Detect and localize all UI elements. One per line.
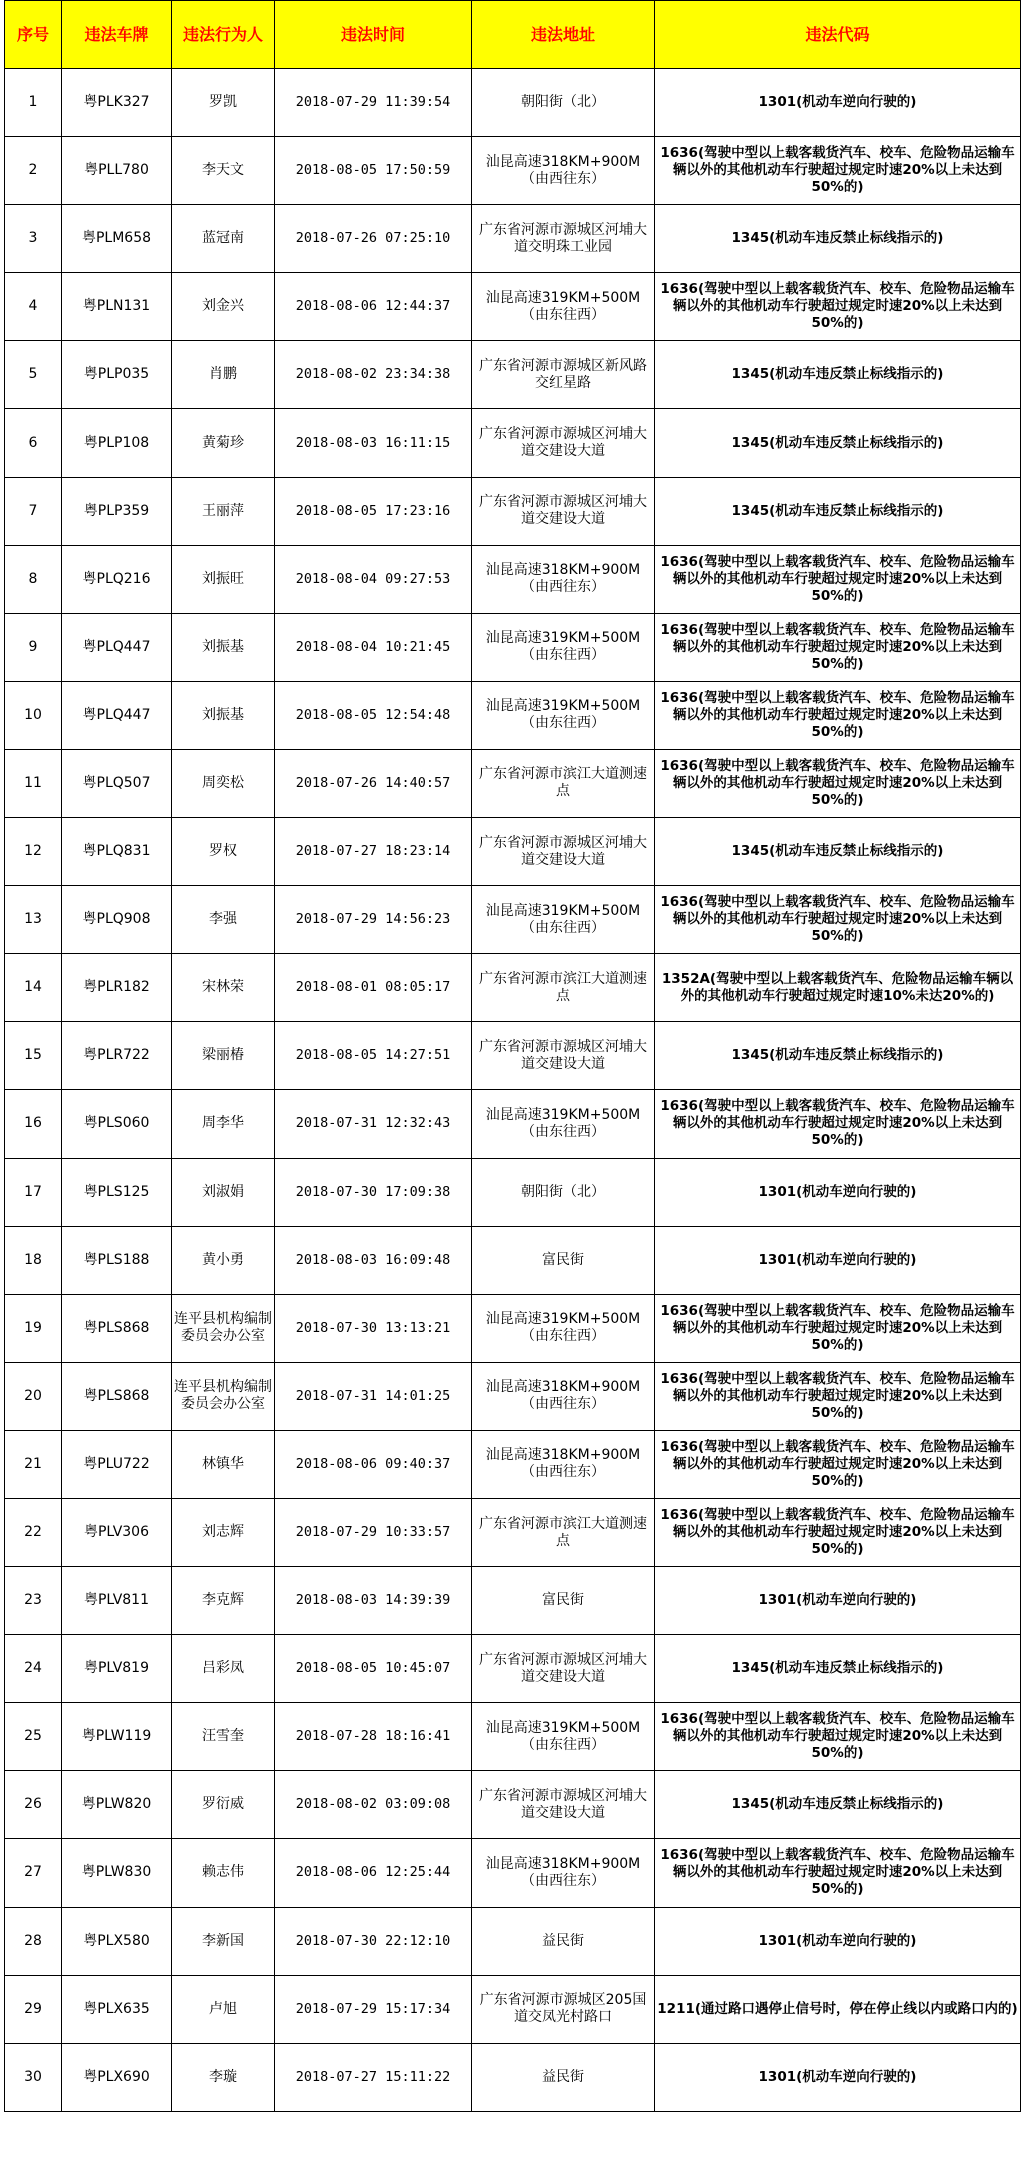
person-cell: 汪雪奎 [172,1703,275,1771]
time-cell: 2018-08-01 08:05:17 [275,954,472,1022]
time-cell: 2018-08-05 17:23:16 [275,477,472,545]
place-cell: 广东省河源市源城区河埔大道交明珠工业园 [472,205,655,273]
person-cell: 吕彩凤 [172,1635,275,1703]
row-number: 8 [5,545,62,613]
place-cell: 广东省河源市源城区河埔大道交建设大道 [472,477,655,545]
code-cell: 1301(机动车逆向行驶的) [655,69,1021,137]
person-cell: 罗权 [172,818,275,886]
place-cell: 广东省河源市源城区河埔大道交建设大道 [472,1635,655,1703]
person-cell: 刘振基 [172,681,275,749]
code-cell: 1345(机动车违反禁止标线指示的) [655,409,1021,477]
person-cell: 黄小勇 [172,1226,275,1294]
place-cell: 广东省河源市源城区河埔大道交建设大道 [472,818,655,886]
time-cell: 2018-08-02 23:34:38 [275,341,472,409]
table-row [5,1158,1021,1226]
header-person: 违法行为人 [172,1,275,69]
person-cell: 刘振基 [172,613,275,681]
code-cell: 1636(驾驶中型以上载客载货汽车、校车、危险物品运输车辆以外的其他机动车行驶超过规定时速20%以上未达到50%的) [655,1430,1021,1498]
person-cell: 宋林荣 [172,954,275,1022]
code-cell: 1636(驾驶中型以上载客载货汽车、校车、危险物品运输车辆以外的其他机动车行驶超过规定时速20%以上未达到50%的) [655,137,1021,205]
plate-cell: 粤PLS125 [62,1158,172,1226]
row-number: 13 [5,886,62,954]
plate-cell: 粤PLP108 [62,409,172,477]
person-cell: 卢旭 [172,1975,275,2043]
place-cell: 益民街 [472,2043,655,2111]
table-row [5,886,1021,954]
row-number: 5 [5,341,62,409]
person-cell: 林镇华 [172,1430,275,1498]
person-cell: 王丽萍 [172,477,275,545]
person-cell: 赖志伟 [172,1839,275,1907]
place-cell: 汕昆高速319KM+500M（由东往西） [472,1294,655,1362]
person-cell: 刘金兴 [172,273,275,341]
time-cell: 2018-07-30 17:09:38 [275,1158,472,1226]
plate-cell: 粤PLP035 [62,341,172,409]
code-cell: 1345(机动车违反禁止标线指示的) [655,477,1021,545]
table-row [5,1635,1021,1703]
code-cell: 1352A(驾驶中型以上载客载货汽车、危险物品运输车辆以外的其他机动车行驶超过规定时速10%未达20%的) [655,954,1021,1022]
header-no: 序号 [5,1,62,69]
table-row [5,1567,1021,1635]
table-row [5,1430,1021,1498]
time-cell: 2018-07-29 15:17:34 [275,1975,472,2043]
table-row [5,1362,1021,1430]
violations-table [4,0,1021,2112]
table-row [5,681,1021,749]
row-number: 3 [5,205,62,273]
plate-cell: 粤PLQ447 [62,613,172,681]
plate-cell: 粤PLM658 [62,205,172,273]
row-number: 4 [5,273,62,341]
row-number: 16 [5,1090,62,1158]
header-code: 违法代码 [655,1,1021,69]
table-row [5,749,1021,817]
time-cell: 2018-08-03 16:09:48 [275,1226,472,1294]
time-cell: 2018-07-31 14:01:25 [275,1362,472,1430]
plate-cell: 粤PLN131 [62,273,172,341]
row-number: 9 [5,613,62,681]
table-row [5,1975,1021,2043]
row-number: 2 [5,137,62,205]
table-row [5,477,1021,545]
time-cell: 2018-07-26 07:25:10 [275,205,472,273]
row-number: 10 [5,681,62,749]
table-row [5,1703,1021,1771]
plate-cell: 粤PLS060 [62,1090,172,1158]
place-cell: 广东省河源市源城区河埔大道交建设大道 [472,409,655,477]
person-cell: 罗凯 [172,69,275,137]
person-cell: 连平县机构编制委员会办公室 [172,1294,275,1362]
person-cell: 刘淑娟 [172,1158,275,1226]
person-cell: 李新国 [172,1907,275,1975]
row-number: 23 [5,1567,62,1635]
code-cell: 1636(驾驶中型以上载客载货汽车、校车、危险物品运输车辆以外的其他机动车行驶超过规定时速20%以上未达到50%的) [655,749,1021,817]
table-row [5,1294,1021,1362]
plate-cell: 粤PLR182 [62,954,172,1022]
table-row [5,137,1021,205]
table-row [5,409,1021,477]
row-number: 27 [5,1839,62,1907]
code-cell: 1301(机动车逆向行驶的) [655,1567,1021,1635]
row-number: 15 [5,1022,62,1090]
table-row [5,1022,1021,1090]
place-cell: 汕昆高速319KM+500M（由东往西） [472,1090,655,1158]
place-cell: 汕昆高速318KM+900M（由西往东） [472,1362,655,1430]
code-cell: 1301(机动车逆向行驶的) [655,1226,1021,1294]
place-cell: 广东省河源市滨江大道测速点 [472,749,655,817]
code-cell: 1345(机动车违反禁止标线指示的) [655,205,1021,273]
header-row [5,1,1021,69]
time-cell: 2018-07-31 12:32:43 [275,1090,472,1158]
person-cell: 肖鹏 [172,341,275,409]
table-row [5,205,1021,273]
place-cell: 汕昆高速319KM+500M（由东往西） [472,681,655,749]
plate-cell: 粤PLW820 [62,1771,172,1839]
time-cell: 2018-08-05 17:50:59 [275,137,472,205]
person-cell: 李克辉 [172,1567,275,1635]
row-number: 21 [5,1430,62,1498]
table-row [5,954,1021,1022]
place-cell: 益民街 [472,1907,655,1975]
plate-cell: 粤PLR722 [62,1022,172,1090]
header-time: 违法时间 [275,1,472,69]
person-cell: 李天文 [172,137,275,205]
row-number: 29 [5,1975,62,2043]
code-cell: 1345(机动车违反禁止标线指示的) [655,1022,1021,1090]
time-cell: 2018-08-06 12:44:37 [275,273,472,341]
place-cell: 广东省河源市滨江大道测速点 [472,954,655,1022]
place-cell: 汕昆高速319KM+500M（由东往西） [472,1703,655,1771]
code-cell: 1345(机动车违反禁止标线指示的) [655,1635,1021,1703]
time-cell: 2018-08-05 14:27:51 [275,1022,472,1090]
row-number: 7 [5,477,62,545]
code-cell: 1301(机动车逆向行驶的) [655,2043,1021,2111]
code-cell: 1211(通过路口遇停止信号时，停在停止线以内或路口内的) [655,1975,1021,2043]
plate-cell: 粤PLQ831 [62,818,172,886]
table-row [5,69,1021,137]
time-cell: 2018-07-29 10:33:57 [275,1498,472,1566]
place-cell: 汕昆高速319KM+500M（由东往西） [472,613,655,681]
plate-cell: 粤PLL780 [62,137,172,205]
person-cell: 李强 [172,886,275,954]
plate-cell: 粤PLQ216 [62,545,172,613]
table-row [5,1907,1021,1975]
plate-cell: 粤PLV306 [62,1498,172,1566]
person-cell: 李璇 [172,2043,275,2111]
time-cell: 2018-08-06 09:40:37 [275,1430,472,1498]
code-cell: 1636(驾驶中型以上载客载货汽车、校车、危险物品运输车辆以外的其他机动车行驶超过规定时速20%以上未达到50%的) [655,1362,1021,1430]
code-cell: 1636(驾驶中型以上载客载货汽车、校车、危险物品运输车辆以外的其他机动车行驶超过规定时速20%以上未达到50%的) [655,1090,1021,1158]
person-cell: 黄菊珍 [172,409,275,477]
code-cell: 1636(驾驶中型以上载客载货汽车、校车、危险物品运输车辆以外的其他机动车行驶超过规定时速20%以上未达到50%的) [655,1703,1021,1771]
table-row [5,1771,1021,1839]
table-row [5,1090,1021,1158]
row-number: 28 [5,1907,62,1975]
place-cell: 汕昆高速318KM+900M（由西往东） [472,545,655,613]
code-cell: 1345(机动车违反禁止标线指示的) [655,341,1021,409]
place-cell: 汕昆高速318KM+900M（由西往东） [472,137,655,205]
plate-cell: 粤PLS868 [62,1362,172,1430]
time-cell: 2018-08-04 09:27:53 [275,545,472,613]
row-number: 24 [5,1635,62,1703]
table-row [5,341,1021,409]
code-cell: 1636(驾驶中型以上载客载货汽车、校车、危险物品运输车辆以外的其他机动车行驶超过规定时速20%以上未达到50%的) [655,273,1021,341]
place-cell: 广东省河源市滨江大道测速点 [472,1498,655,1566]
time-cell: 2018-07-29 14:56:23 [275,886,472,954]
code-cell: 1301(机动车逆向行驶的) [655,1158,1021,1226]
time-cell: 2018-07-27 15:11:22 [275,2043,472,2111]
person-cell: 罗衍威 [172,1771,275,1839]
plate-cell: 粤PLV811 [62,1567,172,1635]
place-cell: 广东省河源市源城区河埔大道交建设大道 [472,1022,655,1090]
place-cell: 富民街 [472,1226,655,1294]
time-cell: 2018-07-27 18:23:14 [275,818,472,886]
place-cell: 朝阳街（北） [472,1158,655,1226]
code-cell: 1636(驾驶中型以上载客载货汽车、校车、危险物品运输车辆以外的其他机动车行驶超过规定时速20%以上未达到50%的) [655,1839,1021,1907]
plate-cell: 粤PLQ908 [62,886,172,954]
plate-cell: 粤PLQ507 [62,749,172,817]
table-row [5,818,1021,886]
table-row [5,1839,1021,1907]
place-cell: 广东省河源市源城区205国道交凤光村路口 [472,1975,655,2043]
time-cell: 2018-08-06 12:25:44 [275,1839,472,1907]
place-cell: 汕昆高速318KM+900M（由西往东） [472,1430,655,1498]
time-cell: 2018-07-28 18:16:41 [275,1703,472,1771]
time-cell: 2018-08-02 03:09:08 [275,1771,472,1839]
plate-cell: 粤PLP359 [62,477,172,545]
code-cell: 1345(机动车违反禁止标线指示的) [655,1771,1021,1839]
time-cell: 2018-07-26 14:40:57 [275,749,472,817]
place-cell: 汕昆高速318KM+900M（由西往东） [472,1839,655,1907]
row-number: 14 [5,954,62,1022]
row-number: 12 [5,818,62,886]
code-cell: 1345(机动车违反禁止标线指示的) [655,818,1021,886]
place-cell: 汕昆高速319KM+500M（由东往西） [472,273,655,341]
person-cell: 蓝冠南 [172,205,275,273]
row-number: 30 [5,2043,62,2111]
code-cell: 1636(驾驶中型以上载客载货汽车、校车、危险物品运输车辆以外的其他机动车行驶超过规定时速20%以上未达到50%的) [655,545,1021,613]
row-number: 20 [5,1362,62,1430]
header-place: 违法地址 [472,1,655,69]
plate-cell: 粤PLW119 [62,1703,172,1771]
person-cell: 刘志辉 [172,1498,275,1566]
table-row [5,545,1021,613]
code-cell: 1301(机动车逆向行驶的) [655,1907,1021,1975]
time-cell: 2018-08-03 14:39:39 [275,1567,472,1635]
row-number: 11 [5,749,62,817]
plate-cell: 粤PLS188 [62,1226,172,1294]
code-cell: 1636(驾驶中型以上载客载货汽车、校车、危险物品运输车辆以外的其他机动车行驶超过规定时速20%以上未达到50%的) [655,681,1021,749]
row-number: 1 [5,69,62,137]
plate-cell: 粤PLS868 [62,1294,172,1362]
code-cell: 1636(驾驶中型以上载客载货汽车、校车、危险物品运输车辆以外的其他机动车行驶超过规定时速20%以上未达到50%的) [655,1498,1021,1566]
plate-cell: 粤PLQ447 [62,681,172,749]
row-number: 25 [5,1703,62,1771]
plate-cell: 粤PLV819 [62,1635,172,1703]
table-body [5,69,1021,2112]
time-cell: 2018-08-05 10:45:07 [275,1635,472,1703]
code-cell: 1636(驾驶中型以上载客载货汽车、校车、危险物品运输车辆以外的其他机动车行驶超过规定时速20%以上未达到50%的) [655,886,1021,954]
plate-cell: 粤PLW830 [62,1839,172,1907]
time-cell: 2018-07-30 13:13:21 [275,1294,472,1362]
time-cell: 2018-07-30 22:12:10 [275,1907,472,1975]
row-number: 26 [5,1771,62,1839]
time-cell: 2018-08-03 16:11:15 [275,409,472,477]
table-row [5,613,1021,681]
plate-cell: 粤PLK327 [62,69,172,137]
plate-cell: 粤PLU722 [62,1430,172,1498]
code-cell: 1636(驾驶中型以上载客载货汽车、校车、危险物品运输车辆以外的其他机动车行驶超过规定时速20%以上未达到50%的) [655,613,1021,681]
table-header [5,1,1021,69]
place-cell: 富民街 [472,1567,655,1635]
table-row [5,1498,1021,1566]
code-cell: 1636(驾驶中型以上载客载货汽车、校车、危险物品运输车辆以外的其他机动车行驶超过规定时速20%以上未达到50%的) [655,1294,1021,1362]
plate-cell: 粤PLX690 [62,2043,172,2111]
table-row [5,2043,1021,2111]
row-number: 19 [5,1294,62,1362]
place-cell: 汕昆高速319KM+500M（由东往西） [472,886,655,954]
place-cell: 广东省河源市源城区河埔大道交建设大道 [472,1771,655,1839]
table-row [5,1226,1021,1294]
plate-cell: 粤PLX635 [62,1975,172,2043]
place-cell: 广东省河源市源城区新风路交红星路 [472,341,655,409]
person-cell: 周奕松 [172,749,275,817]
time-cell: 2018-08-04 10:21:45 [275,613,472,681]
row-number: 6 [5,409,62,477]
person-cell: 刘振旺 [172,545,275,613]
time-cell: 2018-08-05 12:54:48 [275,681,472,749]
person-cell: 连平县机构编制委员会办公室 [172,1362,275,1430]
row-number: 18 [5,1226,62,1294]
person-cell: 周李华 [172,1090,275,1158]
plate-cell: 粤PLX580 [62,1907,172,1975]
place-cell: 朝阳街（北） [472,69,655,137]
header-plate: 违法车牌 [62,1,172,69]
row-number: 22 [5,1498,62,1566]
table-row [5,273,1021,341]
person-cell: 梁丽椿 [172,1022,275,1090]
time-cell: 2018-07-29 11:39:54 [275,69,472,137]
row-number: 17 [5,1158,62,1226]
